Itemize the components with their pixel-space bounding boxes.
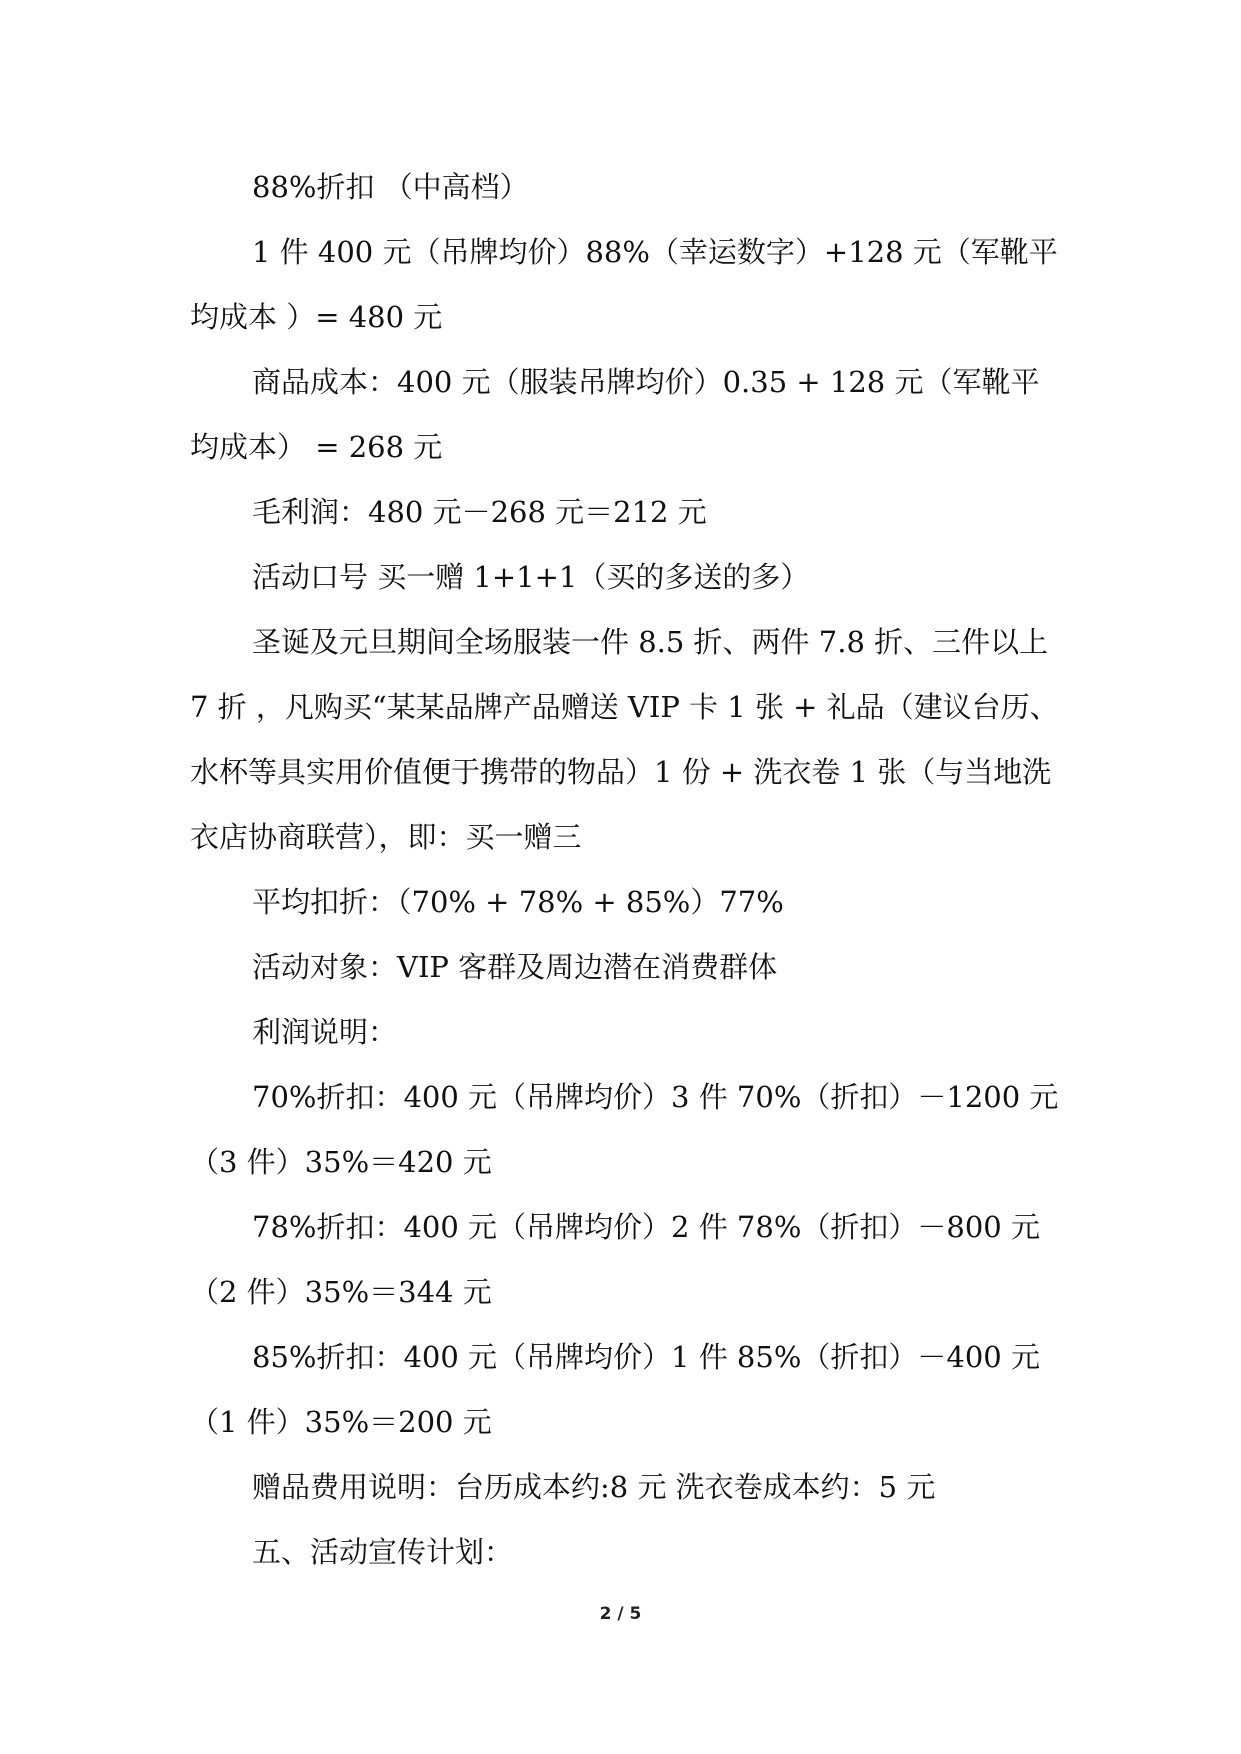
section-heading-promotion-plan: 五、活动宣传计划：: [252, 1535, 514, 1569]
paragraph-slogan: 活动口号 买一赠 1+1+1（买的多送的多）: [252, 560, 810, 594]
paragraph-gift-cost: 赠品费用说明：台历成本约:8 元 洗衣卷成本约：5 元: [252, 1470, 936, 1504]
paragraph-profit-85: 85%折扣：400 元（吊牌均价）1 件 85%（折扣）－400 元（1 件）35%＝200 元: [190, 1340, 1040, 1439]
paragraph-holiday-offer: 圣诞及元旦期间全场服装一件 8.5 折、两件 7.8 折、三件以上 7 折 ，凡购买“某某品牌产品赠送 VIP 卡 1 张 + 礼品（建议台历、水杯等具实用价值便于携带的物品）1 份 + 洗衣卷 1 张（与当地洗衣店协商联营），即：买一赠三: [190, 625, 1059, 854]
document-body: [190, 155, 1060, 1585]
paragraph-gross-profit: 毛利润：480 元－268 元＝212 元: [252, 495, 707, 529]
paragraph-target-audience: 活动对象：VIP 客群及周边潜在消费群体: [252, 950, 778, 984]
paragraph-profit-heading: 利润说明：: [252, 1015, 398, 1049]
paragraph-profit-70: 70%折扣：400 元（吊牌均价）3 件 70%（折扣）－1200 元（3 件）35%＝420 元: [190, 1080, 1059, 1179]
page-number: 2 / 5: [599, 1604, 642, 1624]
paragraph-profit-78: 78%折扣：400 元（吊牌均价）2 件 78%（折扣）－800 元（2 件）35%＝344 元: [190, 1210, 1040, 1309]
paragraph-average-discount: 平均扣折：（70% + 78% + 85%）77%: [252, 885, 784, 919]
paragraph-price-formula: 1 件 400 元（吊牌均价）88%（幸运数字）+128 元（军靴平均成本 ）= 480 元: [190, 235, 1058, 334]
paragraph-discount-tier: 88%折扣 （中高档）: [252, 170, 529, 204]
paragraph-product-cost: 商品成本：400 元（服装吊牌均价）0.35 + 128 元（军靴平均成本） = 268 元: [190, 365, 1040, 464]
